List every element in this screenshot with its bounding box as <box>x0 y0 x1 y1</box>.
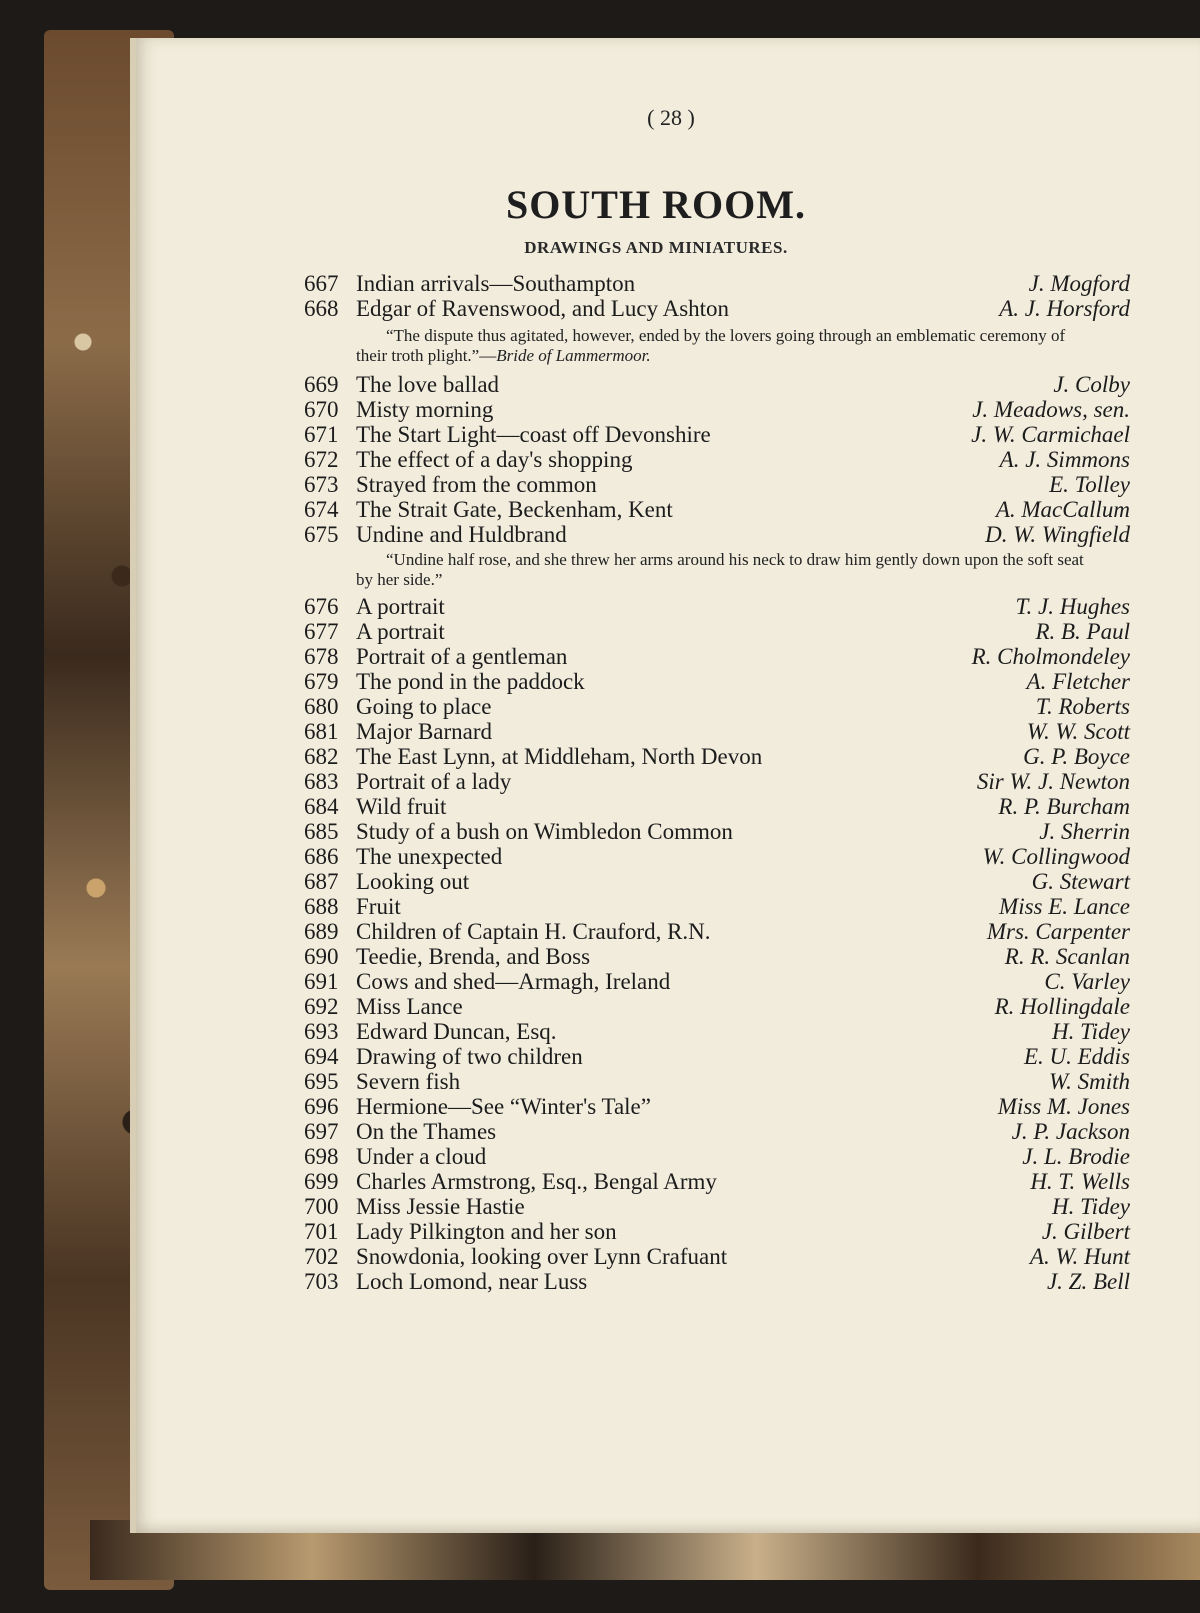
catalogue-entry: 695 Severn fish W. Smith <box>304 1069 1130 1094</box>
catalogue-entry: 669 The love ballad J. Colby <box>304 372 1130 397</box>
catalogue-entry: 686 The unexpected W. Collingwood <box>304 844 1130 869</box>
catalogue-entry: 692 Miss Lance R. Hollingdale <box>304 994 1130 1019</box>
catalogue-entry: 699 Charles Armstrong, Esq., Bengal Army H. T. Wells <box>304 1169 1130 1194</box>
catalogue-entry: 696 Hermione—See “Winter's Tale” Miss M. Jones <box>304 1094 1130 1119</box>
catalogue-entry: 667 Indian arrivals—Southampton J. Mogford <box>304 271 1130 296</box>
catalogue-entry: 676 A portrait T. J. Hughes <box>304 594 1130 619</box>
catalogue-entry: 675 Undine and Huldbrand D. W. Wingfield <box>304 522 1130 547</box>
catalogue-entry: 674 The Strait Gate, Beckenham, Kent A. MacCallum <box>304 497 1130 522</box>
catalogue-entry: 681 Major Barnard W. W. Scott <box>304 719 1130 744</box>
catalogue-entry: 702 Snowdonia, looking over Lynn Crafuant A. W. Hunt <box>304 1244 1130 1269</box>
catalogue-entry: 689 Children of Captain H. Crauford, R.N. Mrs. Carpenter <box>304 919 1130 944</box>
catalogue-entry: 701 Lady Pilkington and her son J. Gilbert <box>304 1219 1130 1244</box>
catalogue-entry: 677 A portrait R. B. Paul <box>304 619 1130 644</box>
catalogue-entry: 700 Miss Jessie Hastie H. Tidey <box>304 1194 1130 1219</box>
catalogue-entry: 694 Drawing of two children E. U. Eddis <box>304 1044 1130 1069</box>
catalogue-entry: 671 The Start Light—coast off Devonshire J. W. Carmichael <box>304 422 1130 447</box>
catalogue-entry: 679 The pond in the paddock A. Fletcher <box>304 669 1130 694</box>
catalogue-entry: 688 Fruit Miss E. Lance <box>304 894 1130 919</box>
catalogue-entry: 683 Portrait of a lady Sir W. J. Newton <box>304 769 1130 794</box>
catalogue-entry: 703 Loch Lomond, near Luss J. Z. Bell <box>304 1269 1130 1294</box>
catalogue-entry: 693 Edward Duncan, Esq. H. Tidey <box>304 1019 1130 1044</box>
catalogue-page <box>130 38 1200 1533</box>
catalogue-entry: 698 Under a cloud J. L. Brodie <box>304 1144 1130 1169</box>
catalogue-entry: 668 Edgar of Ravenswood, and Lucy Ashton A. J. Horsford <box>304 296 1130 321</box>
catalogue-entry: 684 Wild fruit R. P. Burcham <box>304 794 1130 819</box>
quotation: “The dispute thus agitated, however, ended by the lovers going through an emblematic ceremony of their troth plight.”—Bride of Lammermoor. <box>356 326 1066 365</box>
catalogue-entry: 687 Looking out G. Stewart <box>304 869 1130 894</box>
catalogue-entry: 690 Teedie, Brenda, and Boss R. R. Scanlan <box>304 944 1130 969</box>
catalogue-entry: 682 The East Lynn, at Middleham, North Devon G. P. Boyce <box>304 744 1130 769</box>
section-subtitle: DRAWINGS AND MINIATURES. <box>524 238 788 257</box>
catalogue-entry: 680 Going to place T. Roberts <box>304 694 1130 719</box>
catalogue-entry: 670 Misty morning J. Meadows, sen. <box>304 397 1130 422</box>
page-title: SOUTH ROOM. <box>506 182 806 227</box>
quotation: “Undine half rose, and she threw her arms around his neck to draw him gently down upon the soft seat by her side.” <box>356 550 1084 589</box>
catalogue-entry: 697 On the Thames J. P. Jackson <box>304 1119 1130 1144</box>
catalogue-entry: 691 Cows and shed—Armagh, Ireland C. Varley <box>304 969 1130 994</box>
catalogue-entry: 678 Portrait of a gentleman R. Cholmondeley <box>304 644 1130 669</box>
page-number: ( 28 ) <box>647 105 695 130</box>
catalogue-entry: 673 Strayed from the common E. Tolley <box>304 472 1130 497</box>
catalogue-entry: 672 The effect of a day's shopping A. J. Simmons <box>304 447 1130 472</box>
catalogue-entry: 685 Study of a bush on Wimbledon Common J. Sherrin <box>304 819 1130 844</box>
